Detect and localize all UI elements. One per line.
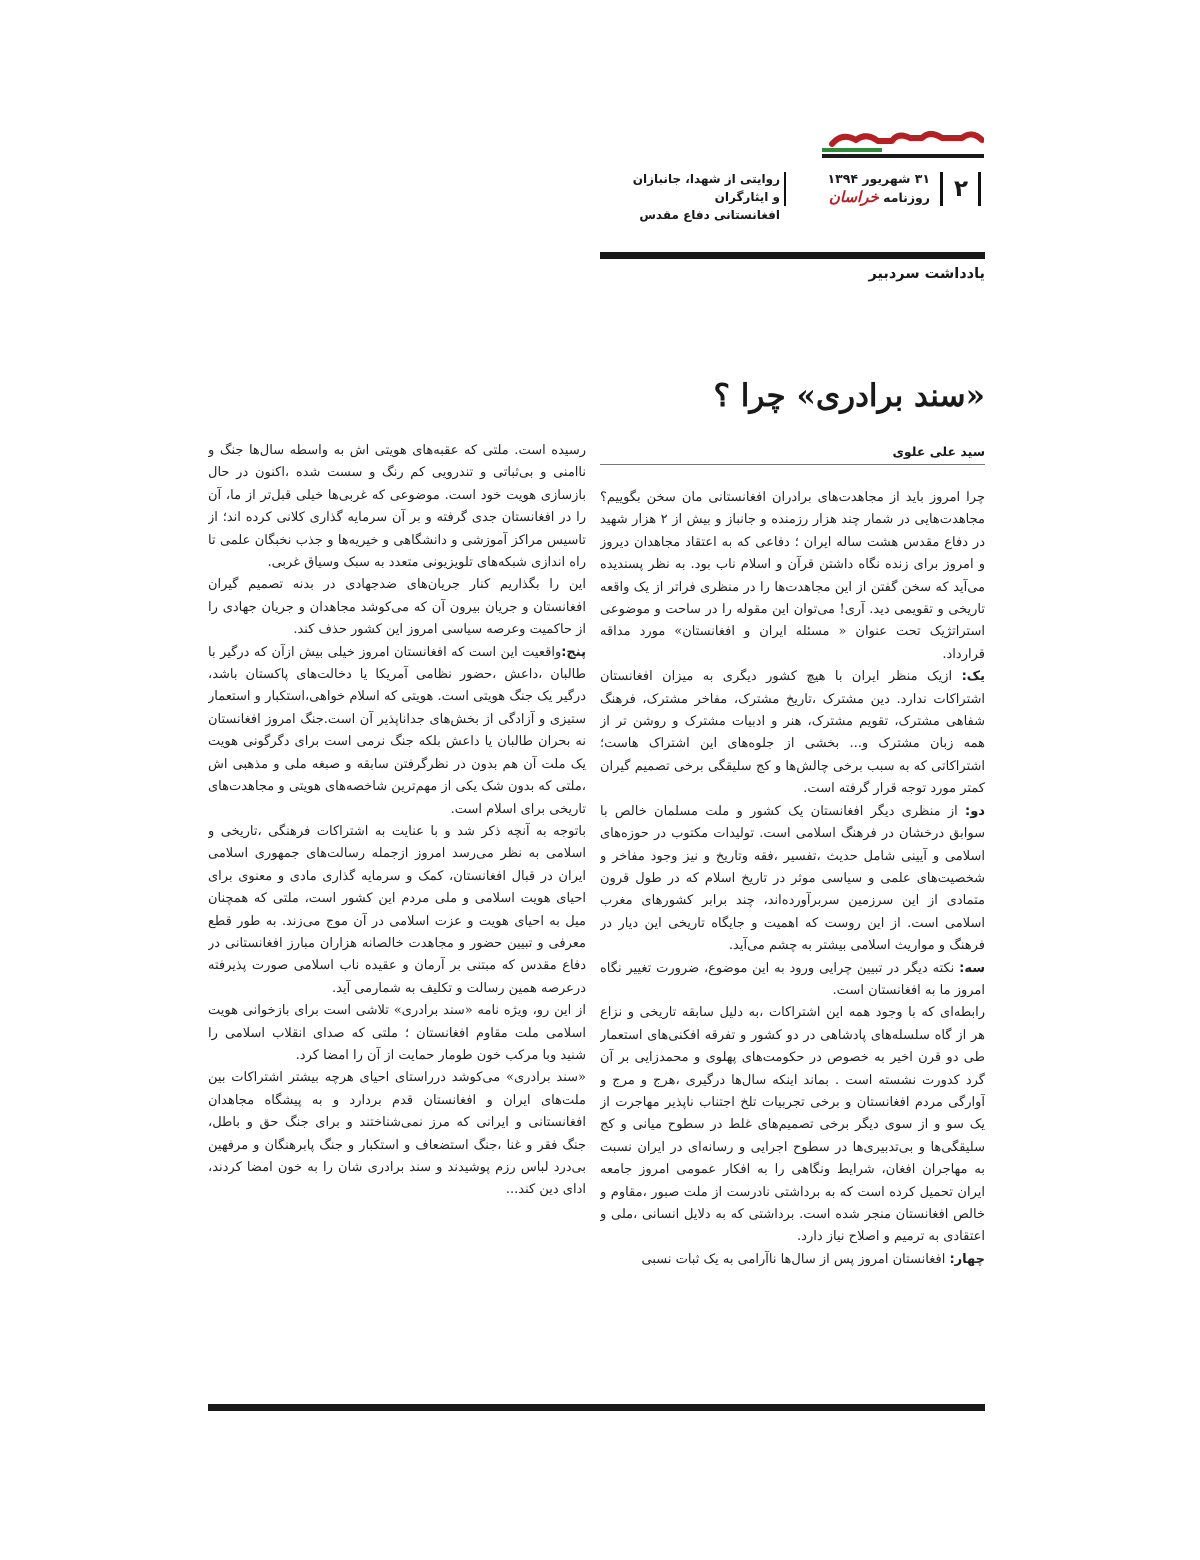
newspaper-prefix: روزنامه xyxy=(883,190,930,205)
top-rule xyxy=(600,252,985,259)
newspaper-name-line xyxy=(790,188,930,207)
paragraph: رابطه‌ای که با وجود همه این اشتراکات ،به دلیل سابقه تاریخی و نزاع هر از گاه سلسله‌های پادشاهی در دو کشور و تفرقه افکنی‌های استعمار طی دو قرن اخیر به خصوص در حکومت‌های پهلوی و محمدزایی بر آن گرد کدورت نشسته است . بماند اینکه سال‌ها درگیری ،هرج و مرج و آوارگی مردم افغانستان و برخی تجربیات تلخ اجتناب ناپذیر مهاجرت از یک سو و از سوی دیگر برخی تصمیم‌های غلط در سطوح میانی و کج سلیقگی‌ها و بی‌تدبیری‌ها در سطوح اجرایی و رسانه‌ای در ایران نسبت به مهاجران افغان، شرایط ونگاهی را به افکار عمومی امروز جامعه ایران تحمیل کرده است که به برداشتی نادرست از ملت صبور ،مقاوم و خالص افغانستان منجر شده است. برداشتی که به دلایل انسانی ،ملی و اعتقادی به ترمیم و اصلاح نیاز دارد. xyxy=(600,1005,985,1245)
byline-rule xyxy=(600,464,985,465)
paragraph: پنج:واقعیت این است که افغانستان امروز خیلی بیش ازآن که درگیر با طالبان ،داعش ،حضور نظامی آمریکا یا دخالت‌های پاکستان باشد، درگیر یک جنگ هویتی است. هویتی که اسلام خواهی،استکبار و استعمار ستیزی و آزادگی از بخش‌های جداناپذیر آن است.جنگ امروز افغانستان نه بحران طالبان یا داعش بلکه جنگ نرمی است برای دگرگونی هویت یک ملت آن هم بدون در نظرگرفتن سابقه و صبغه ملی و مذهبی اش ،ملتی که بدون شک یکی از مهم‌ترین شاخصه‌های هویتی و مجاهدت‌های تاریخی برای اسلام است. xyxy=(208,644,586,817)
paragraph: یک: ازیک منظر ایران با هیچ کشور دیگری به میزان افغانستان اشتراکات ندارد. دین مشترک ،تاریخ مشترک، مفاخر مشترک، فرهنگ شفاهی مشترک، تقویم مشترک، هنر و ادبیات مشترک و روشن تر از همه زبان مشترک و... بخشی از جلوه‌های این اشتراک هاست؛ اشتراکاتی که به سبب برخی چالش‌ها و کج سلیقگی برخی تصمیم گیران کمتر مورد توجه قرار گرفته است. xyxy=(600,669,985,797)
paragraph: از این رو، ویژه نامه «سند برادری» تلاشی است برای بازخوانی هویت اسلامی ملت مقاوم افغانستان ؛ ملتی که صدای انقلاب اسلامی را شنید وبا مرکب خون طومار حمایت از آن را امضا کرد. xyxy=(208,1003,586,1063)
tagline xyxy=(630,170,780,224)
headline: «سند برادری» چرا ؟ xyxy=(713,378,985,414)
paragraph: چهار: افغانستان امروز پس از سال‌ها ناآرامی به یک ثبات نسبی xyxy=(641,1251,985,1267)
issue-date-block xyxy=(790,170,930,207)
tagline-line-1: روایتی از شهدا، جانبازان و ایثارگران xyxy=(632,172,780,204)
paragraph: این را بگذاریم کنار جریان‌های ضدجهادی در بدنه تصمیم گیران افغانستان و جریان بیرون آن که می‌کوشد مجاهدان و جریان جهادی را از حاکمیت وعرصه سیاسی امروز این کشور حذف کند. xyxy=(208,577,586,638)
article-column-left xyxy=(208,440,586,1384)
paragraph: دو: از منظری دیگر افغانستان یک کشور و ملت مسلمان خالص با سوابق درخشان در فرهنگ اسلامی است. تولیدات مکتوب در حوزه‌های اسلامی و آیینی شامل حدیث ،تفسیر ،فقه وتاریخ و نیز وجود مفاخر و شخصیت‌های علمی و سیاسی موثر در تاریخ اسلام که در طول قرون متمادی از این سرزمین سربرآورده‌اند، چند برابر کشورهای مغرب اسلامی است. از این روست که اهمیت و جایگاه تاریخی این دیار در فرهنگ و مواریث اسلامی بیشتر به چشم می‌آید. xyxy=(600,803,985,954)
paragraph: رسیده است. ملتی که عقبه‌های هویتی اش به واسطه سال‌ها جنگ و ناامنی و بی‌ثباتی و تندرویی کم رنگ و سست شده ،اکنون در حال بازسازی هویت خود است. موضوعی که غربی‌ها خیلی قبل‌تر از ما، آن را در افغانستان جدی گرفته و بر آن سرمایه گذاری کلانی کرده اند؛ از تاسیس مراکز آموزشی و دانشگاهی و خیریه‌ها و جذب نخبگان علمی تا راه اندازی شبکه‌های تلویزیونی متعدد به سبک وسیاق غربی. xyxy=(208,443,586,571)
header-divider xyxy=(978,172,981,206)
paragraph: «سند برادری» می‌کوشد درراستای احیای هرچه بیشتر اشتراکات بین ملت‌های ایران و افغانستان قدم بردارد و به پیشگاه مجاهدان افغانستانی و ایرانی که مرز نمی‌شناختند و برای جنگ حق و باطل، جنگ فقر و غنا ،جنگ استضعاف و استکبار و جنگ پابرهنگان و مرفهین بی‌درد لباس رزم پوشیدند و سند برادری شان را به خون امضا کردند، ادای دین کند... xyxy=(208,1070,586,1198)
tagline-line-2: افغانستانی دفاع مقدس xyxy=(639,208,780,222)
section-label: یادداشت سردبیر xyxy=(868,266,985,282)
paragraph: باتوجه به آنچه ذکر شد و با عنایت به اشتراکات فرهنگی ،تاریخی و اسلامی به نظر می‌رسد امروز ازجمله رسالت‌های جمهوری اسلامی ایران در قبال افغانستان، کمک و سرمایه گذاری مادی و معنوی برای احیای هویت اسلامی و ملی مردم این کشور است، ملتی که همچنان میل به احیای هویت و عزت اسلامی در آن موج می‌زند. به طور قطع معرفی و تبیین حضور و مجاهدت خالصانه هزاران مبارز افغانستانی در دفاع مقدس که مبتنی بر آرمان و عقیده ناب اسلامی صورت پذیرفته درعرصه همین رسالت و تکلیف به شمارمی آید. xyxy=(208,823,586,996)
bottom-rule xyxy=(208,1404,985,1411)
paragraph: سه: نکته دیگر در تبیین چرایی ورود به این موضوع، ضرورت تغییر نگاه امروز ما به افغانستان است. xyxy=(600,960,985,998)
header-divider xyxy=(940,172,943,206)
page-number: ۲ xyxy=(953,176,969,202)
issue-date: ۳۱ شهریور ۱۳۹۴ xyxy=(827,171,930,186)
logo xyxy=(822,128,984,164)
newspaper-name: خراسان xyxy=(828,188,879,206)
author-byline: سید علی علوی xyxy=(892,444,985,459)
article-column-right xyxy=(600,487,985,1383)
paragraph: چرا امروز باید از مجاهدت‌های برادران افغانستانی مان سخن بگوییم؟ مجاهدت‌هایی در شمار چند هزار رزمنده و جانباز و بیش از ۲ هزار شهید در دفاع مقدس هشت ساله ایران ؛ دفاعی که به اعتقاد مجاهدان دیروز و امروز برای زنده نگاه داشتن قرآن و اسلام ناب بود. به نظر پسندیده می‌آید که سخن گفتن از این مجاهدت‌ها را در منظری فراتر از یک واقعه تاریخی و تقویمی دید. آری! می‌توان این مقوله را در ساحت و موضوعی استراتژیک تحت عنوان « مسئله ایران و افغانستان» مورد مداقه قرارداد. xyxy=(600,490,985,662)
header-divider xyxy=(784,172,786,206)
